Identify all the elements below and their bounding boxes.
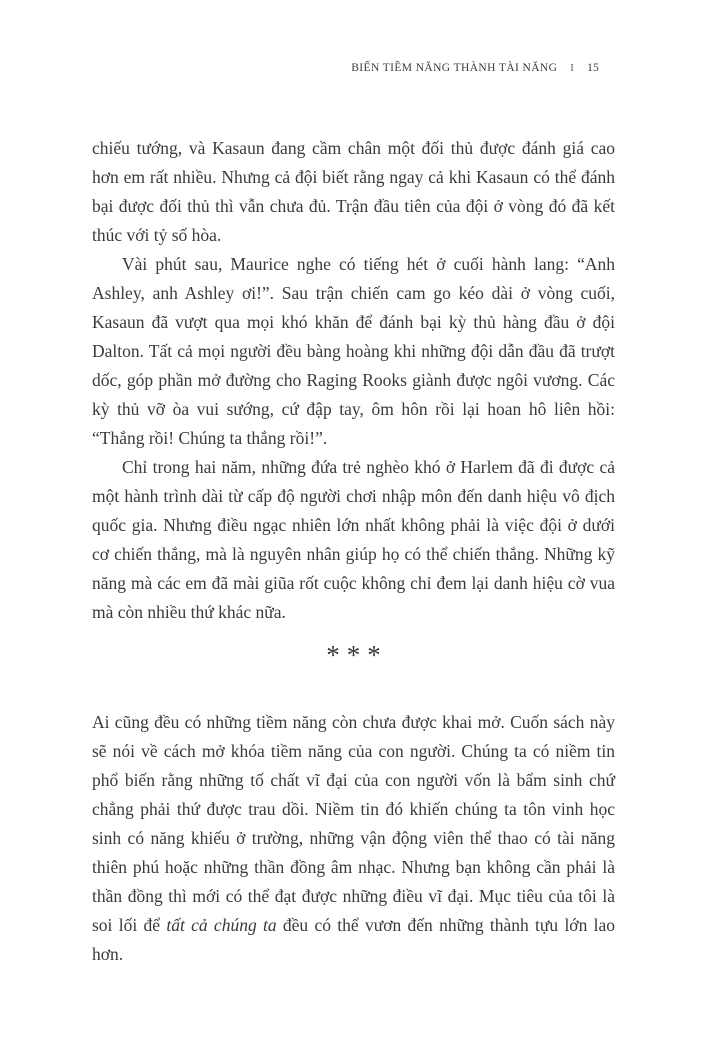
italic-phrase: tất cả chúng ta [166, 915, 277, 935]
header-separator: I [570, 63, 575, 74]
section-separator: *** [326, 640, 388, 670]
page-number: 15 [587, 62, 599, 74]
closing-paragraph [92, 708, 615, 969]
paragraph-continuation: chiếu tướng, và Kasaun đang cầm chân một đối thủ được đánh giá cao hơn em rất nhiều. Nhưng cả đội biết rằng ngay cả khi Kasaun có thể đánh bại được đối thủ thì vẫn chưa đủ. Trận đầu tiên của đội ở vòng đó đã kết thúc với tỷ số hòa. [92, 138, 615, 245]
paragraph: Chỉ trong hai năm, những đứa trẻ nghèo khó ở Harlem đã đi được cả một hành trình dài từ cấp độ người chơi nhập môn đến danh hiệu vô địch quốc gia. Nhưng điều ngạc nhiên lớn nhất không phải là việc đội ở dưới cơ chiến thắng, mà là nguyên nhân giúp họ có thể chiến thắng. Những kỹ năng mà các em đã mài giũa rốt cuộc không chỉ đem lại danh hiệu cờ vua mà còn nhiều thứ khác nữa. [92, 457, 615, 622]
paragraph: Vài phút sau, Maurice nghe có tiếng hét ở cuối hành lang: “Anh Ashley, anh Ashley ơi!”. Sau trận chiến cam go kéo dài ở vòng cuối, Kasaun đã vượt qua mọi khó khăn để đánh bại kỳ thủ hàng đầu ở đội Dalton. Tất cả mọi người đều bàng hoàng khi những đội dẫn đầu đã trượt dốc, góp phần mở đường cho Raging Rooks giành được ngôi vương. Các kỳ thủ vỡ òa vui sướng, cứ đập tay, ôm hôn rồi lại hoan hô liên hồi: “Thắng rồi! Chúng ta thắng rồi!”. [92, 254, 615, 448]
running-title: BIẾN TIỀM NĂNG THÀNH TÀI NĂNG [351, 62, 558, 74]
page-header [92, 62, 615, 74]
page-body [92, 134, 615, 969]
closing-paragraph-text: Ai cũng đều có những tiềm năng còn chưa được khai mở. Cuốn sách này sẽ nói về cách mở khóa tiềm năng của con người. Chúng ta có niềm tin phổ biến rằng những tố chất vĩ đại của con người vốn là bẩm sinh chứ chẳng phải thứ được trau dồi. Niềm tin đó khiến chúng ta tôn vinh học sinh có năng khiếu ở trường, những vận động viên thể thao có tài năng thiên phú hoặc những thần đồng âm nhạc. Nhưng bạn không cần phải là thần đồng thì mới có thể đạt được những điều vĩ đại. Mục tiêu của tôi là soi lối để [92, 712, 615, 935]
closing-paragraph-text-after: đều có thể vươn đến những thành tựu lớn lao hơn. [92, 915, 615, 964]
